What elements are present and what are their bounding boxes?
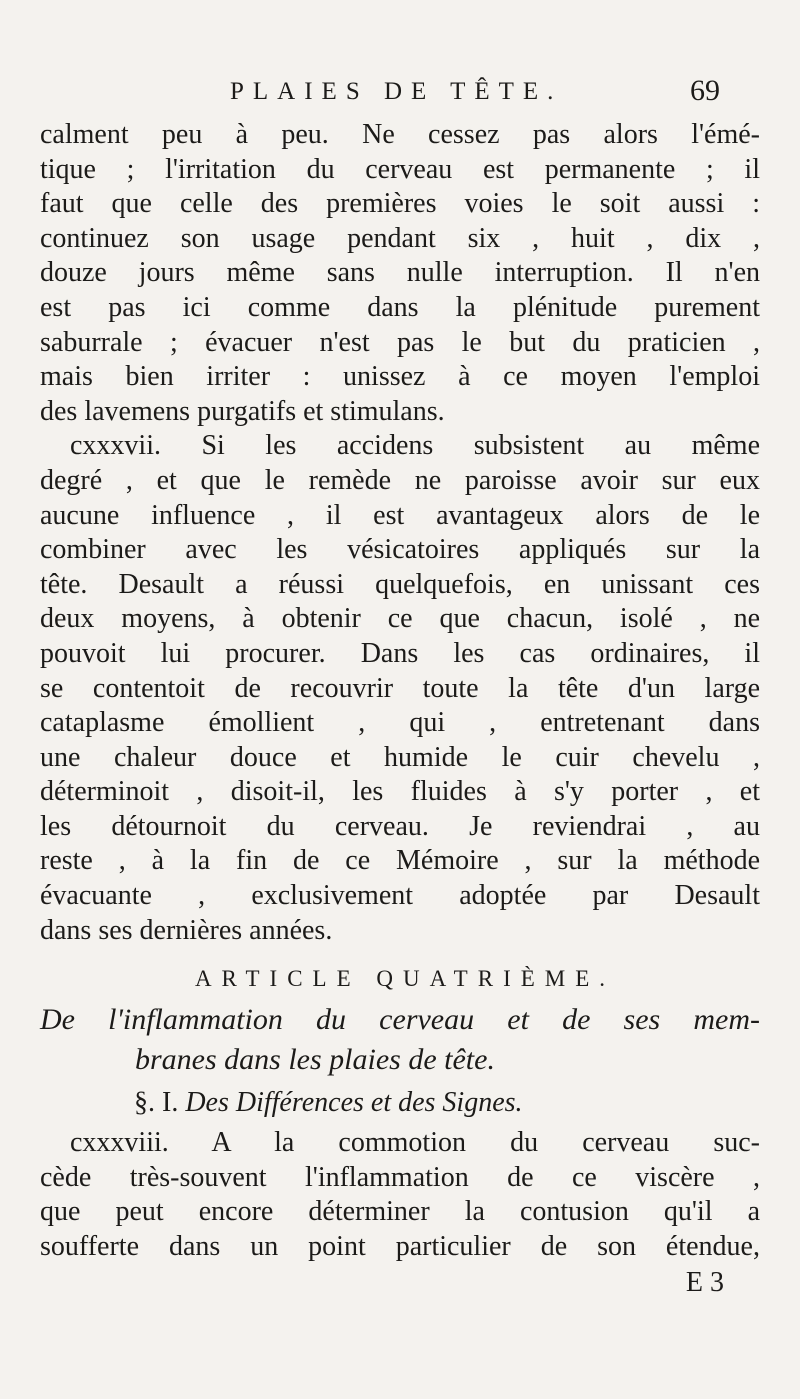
paragraph-2-body <box>40 464 760 948</box>
section-heading <box>40 1080 760 1126</box>
text-line: soufferte dans un point particulier de son étendue, <box>40 1231 760 1263</box>
spacer <box>40 948 760 958</box>
text-line: faut que celle des premières voies le soit aussi : <box>40 188 760 220</box>
text-line: saburrale ; évacuer n'est pas le but du praticien , <box>40 326 760 358</box>
text-line: pouvoit lui procurer. Dans les cas ordinaires, il <box>40 637 760 669</box>
text-line: est pas ici comme dans la plénitude purement <box>40 291 760 323</box>
text-line: calment peu à peu. Ne cessez pas alors l'émé- <box>40 119 760 150</box>
body-text <box>40 118 760 1301</box>
text-line: combiner avec les vésicatoires appliqués sur la <box>40 534 760 566</box>
text-line: deux moyens, à obtenir ce que chacun, isolé , ne <box>40 603 760 635</box>
text-line: douze jours même sans nulle interruption. Il n'en <box>40 257 760 289</box>
text-line: aucune influence , il est avantageux alors de le <box>40 499 760 531</box>
text-line: tête. Desault a réussi quelquefois, en unissant ces <box>40 568 760 600</box>
text-line: des lavemens purgatifs et stimulans. <box>40 395 445 427</box>
text-line: cxxxviii. A la commotion du cerveau suc- <box>70 1127 760 1159</box>
section-title: Des Différences et des Signes. <box>185 1087 523 1119</box>
article-title-line: branes dans les plaies de tête. <box>135 1043 495 1077</box>
section-number: §. I. <box>134 1087 179 1119</box>
text-line: les détournoit du cerveau. Je reviendrai , au <box>40 810 760 842</box>
text-line: que peut encore déterminer la contusion qu'il a <box>40 1196 760 1228</box>
signature-mark: E 3 <box>685 1266 724 1298</box>
text-line: tique ; l'irritation du cerveau est permanente ; il <box>40 153 760 185</box>
paragraph-2 <box>40 429 760 464</box>
text-line: cxxxvii. Si les accidens subsistent au même <box>70 430 760 462</box>
text-line: cataplasme émollient , qui , entretenant dans <box>40 707 760 739</box>
text-line: dans ses dernières années. <box>40 914 333 946</box>
article-title-line: De l'inflammation du cerveau et de ses mem- <box>40 1003 760 1037</box>
paragraph-1 <box>40 118 760 429</box>
running-head <box>130 74 720 118</box>
text-line: mais bien irriter : unissez à ce moyen l'emploi <box>40 361 760 393</box>
text-line: une chaleur douce et humide le cuir chevelu , <box>40 741 760 773</box>
text-line: continuez son usage pendant six , huit , dix , <box>40 222 760 254</box>
paragraph-3 <box>40 1126 760 1264</box>
running-title: PLAIES DE TÊTE. <box>230 78 563 105</box>
article-heading: ARTICLE QUATRIÈME. <box>194 966 616 992</box>
text-line: se contentoit de recouvrir toute la tête d'un large <box>40 672 760 704</box>
page-number: 69 <box>690 74 720 107</box>
text-line: degré , et que le remède ne paroisse avoir sur eux <box>40 464 760 496</box>
text-line: cède très-souvent l'inflammation de ce viscère , <box>40 1161 760 1193</box>
article-title <box>40 1000 760 1080</box>
text-line: reste , à la fin de ce Mémoire , sur la méthode <box>40 845 760 877</box>
text-line: déterminoit , disoit-il, les fluides à s'y porter , et <box>40 776 760 808</box>
text-line: évacuante , exclusivement adoptée par Desault <box>40 880 760 912</box>
